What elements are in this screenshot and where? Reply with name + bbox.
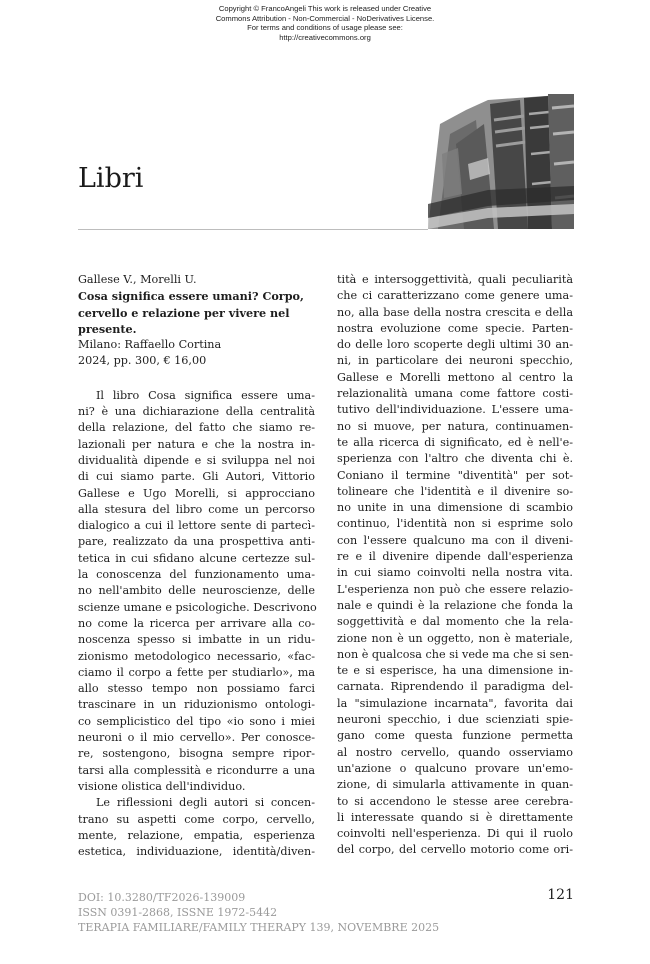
left-column	[78, 272, 315, 860]
text-line: tutivo dell'individuazione. L'essere uma-	[337, 403, 573, 417]
text-line: con l'essere qualcuno ma con il diveni-	[337, 533, 573, 547]
text-line: Le riflessioni degli autori si concen-	[96, 796, 315, 810]
text-line: neuroni o il mio cervello». Per conosce-	[78, 731, 315, 745]
book-publisher: Milano: Raffaello Cortina	[78, 338, 222, 352]
text-line: che ci caratterizzano come genere uma-	[337, 289, 573, 303]
text-line: allo stesso tempo non possiamo farci	[78, 682, 315, 696]
text-line: zione, di simularla attivamente in quan-	[337, 778, 573, 792]
text-line: tetica in cui sfidano alcune certezze sul-	[78, 551, 315, 565]
issn-text: ISSN 0391-2868, ISSNE 1972-5442	[78, 906, 278, 919]
text-line: al nostro cervello, quando osserviamo	[337, 745, 573, 759]
text-line: alla stesura del libro come un percorso	[78, 502, 315, 516]
text-line: do delle loro scoperte degli ultimi 30 an-	[337, 338, 573, 352]
text-line: un'azione o qualcuno provare un'emo-	[337, 761, 573, 775]
text-line: ni, in particolare dei neuroni specchio,	[337, 354, 573, 368]
license-line: Copyright © FrancoAngeli This work is released under Creative	[218, 4, 432, 13]
text-line: della relazione, del fatto che siamo re-	[78, 421, 315, 435]
text-line: neuroni specchio, i due scienziati spie-	[337, 713, 573, 727]
text-line: L'esperienza non può che essere relazio-	[337, 582, 573, 596]
text-line: di cui siamo parte. Gli Autori, Vittorio	[78, 470, 315, 484]
text-line: non è qualcosa che si vede ma che si sen-	[337, 647, 573, 661]
text-line: zionismo metodologico necessario, «fac-	[78, 649, 315, 663]
text-line: no, alla base della nostra crescita e della	[337, 305, 573, 319]
text-line: nale e quindi è la relazione che fonda la	[337, 598, 573, 612]
text-line: carnata. Riprendendo il paradigma del-	[337, 680, 573, 694]
journal-info: TERAPIA FAMILIARE/FAMILY THERAPY 139, NOVEMBRE 2025	[78, 921, 440, 934]
text-line: continuo, l'identità non si esprime solo	[337, 517, 573, 531]
license-line: For terms and conditions of usage please see:	[247, 23, 403, 33]
book-details: 2024, pp. 300, € 16,00	[78, 354, 207, 368]
text-line: ni? è una dichiarazione della centralità	[78, 405, 315, 419]
license-notice	[0, 4, 650, 42]
book-authors: Gallese V., Morelli U.	[78, 273, 197, 286]
book-title-line: presente.	[78, 321, 137, 336]
text-line: noscenza spesso si imbatte in un ridu-	[78, 633, 315, 647]
text-line: te alla ricerca di significato, ed è nell'e-	[337, 435, 573, 449]
text-line: dialogico a cui il lettore sente di partecì-	[78, 519, 315, 533]
text-line: li interessate quando si è direttamente	[337, 810, 573, 824]
text-line: no come la ricerca per arrivare alla co-	[78, 616, 315, 630]
text-line: te e si esperisce, ha una dimensione in-	[337, 664, 573, 678]
text-line: lazionali per natura e che la nostra in-	[78, 437, 315, 451]
text-line: trano su aspetti come corpo, cervello,	[78, 812, 315, 826]
page-footer	[78, 890, 574, 935]
section-title: Libri	[78, 163, 144, 194]
text-line: no nell'ambito delle neuroscienze, delle	[78, 584, 315, 598]
doi-link[interactable]: DOI: 10.3280/TF2026-139009	[78, 891, 246, 904]
text-line: nostra evoluzione come specie. Parten-	[337, 321, 573, 335]
text-line: co semplicistico del tipo «io sono i miei	[78, 714, 315, 728]
text-line: to si accendono le stesse aree cerebra-	[337, 794, 573, 808]
text-line: no si muove, per natura, continuamen-	[337, 419, 573, 433]
text-line: del corpo, del cervello motorio come ori-	[337, 843, 573, 857]
text-line: Gallese e Ugo Morelli, si approcciano	[78, 486, 315, 500]
text-line: tolineare che l'identità e il divenire so-	[337, 484, 573, 498]
text-line: coinvolti nell'esperienza. Di qui il ruolo	[337, 827, 573, 841]
text-line: tarsi alla complessità e ricondurre a una	[78, 763, 315, 777]
book-title-line: cervello e relazione per vivere nel	[78, 305, 290, 320]
text-line: dividualità dipende e si sviluppa nel noi	[78, 453, 315, 467]
text-line: re, sostengono, bisogna sempre ripor-	[78, 747, 315, 761]
text-line: scienze umane e psicologiche. Descrivono	[78, 600, 317, 614]
text-line: la "simulazione incarnata", favorita dai	[337, 696, 573, 710]
book-title-line: Cosa significa essere umani? Corpo,	[78, 289, 304, 304]
text-line: tità e intersoggettività, quali peculiarità	[337, 273, 573, 286]
text-line: Coniano il termine "diventità" per sot-	[337, 468, 573, 482]
text-line: zione non è un oggetto, non è materiale,	[337, 631, 573, 645]
text-line: sperienza con l'altro che diventa chi è.	[337, 452, 573, 466]
text-line: mente, relazione, empatia, esperienza	[78, 828, 315, 842]
text-line: in cui siamo coinvolti nella nostra vita.	[337, 566, 573, 580]
text-line: Gallese e Morelli mettono al centro la	[337, 370, 573, 384]
text-line: no unite in una dimensione di scambio	[337, 501, 573, 515]
text-line: re e il divenire dipende dall'esperienza	[337, 550, 573, 564]
license-link[interactable]: http://creativecommons.org	[279, 32, 371, 42]
books-illustration	[428, 94, 574, 229]
text-line: ciamo il corpo a fette per studiarlo», ma	[78, 665, 315, 679]
section-divider	[78, 229, 428, 230]
text-line: pare, realizzato da una prospettiva anti-	[78, 535, 315, 549]
license-line: Commons Attribution - Non-Commercial - NoDerivatives License.	[215, 13, 435, 23]
right-column	[337, 272, 573, 859]
text-line: estetica, individuazione, identità/diven-	[78, 845, 315, 859]
text-line: trascinare in un riduzionismo ontologi-	[78, 698, 315, 712]
text-line: la conoscenza del funzionamento uma-	[78, 568, 315, 582]
text-line: Il libro Cosa significa essere uma-	[96, 388, 315, 402]
text-line: soggettività e dal momento che la rela-	[337, 615, 573, 629]
text-line: gano come questa funzione permetta	[337, 729, 573, 743]
text-line: relazionalità umana come fattore costi-	[337, 387, 573, 401]
text-line: visione olistica dell'individuo.	[78, 779, 246, 793]
page-number: 121	[547, 887, 574, 903]
